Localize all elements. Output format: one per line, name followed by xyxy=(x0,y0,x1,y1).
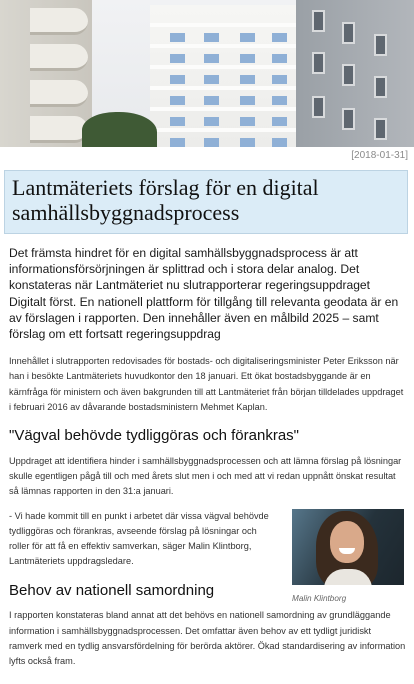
subheading-samordning: Behov av nationell samordning xyxy=(9,582,215,600)
photo-caption: Malin Klintborg xyxy=(292,593,347,603)
hero-building-left xyxy=(0,0,92,147)
hero-building-center xyxy=(150,5,300,147)
paragraph-2: Uppdraget att identifiera hinder i samhällsbyggnadsprocessen och att lämna förslag på lösningar skulle egentligen pågå till och med årets slut men i och med att vi redan uppnått önskat resultat så lämnas rapporten in den 31:a januari. xyxy=(9,456,402,497)
quote-section xyxy=(9,509,406,601)
portrait-photo xyxy=(292,509,404,585)
hero-image xyxy=(0,0,414,147)
hero-trees xyxy=(82,112,157,147)
article-lead: Det främsta hindret för en digital samhällsbyggnadsprocess är att informationsförsörjningen är splittrad och i stora delar analog. Det konstateras när Lantmäteriet nu slutrapporterar regeringsuppdraget Digitalt först. En nationell plattform för tillgång till relevanta geodata är en av förslagen i rapporten. Den innehåller även en målbild 2025 – samt förslag om ett fortsatt regeringsuppdrag xyxy=(9,246,399,342)
photo-figure xyxy=(292,509,404,603)
subheading-vagval: "Vägval behövde tydliggöras och förankras" xyxy=(9,427,299,445)
paragraph-1: Innehållet i slutrapporten redovisades för bostads- och digitaliseringsminister Peter Eriksson när han i besökte Lantmäteriets huvudkontor den 18 januari. Ett ökat bostadsbyggande är en kärnfråga för ministern och även bakgrunden till att Lantmäteriet från början tilldelades uppdraget i februari 2016 av dåvarande bostadsministern Mehmet Kaplan. xyxy=(9,356,404,412)
title-box xyxy=(4,170,408,234)
hero-building-right xyxy=(296,0,414,147)
quote-paragraph: - Vi hade kommit till en punkt i arbetet där vissa vägval behövde tydliggöras och förankras, avseende förslag på lösningar och roller för att få en effektiv samverkan, säger Malin Klintborg, Lantmäteriets uppdragsledare. xyxy=(9,510,269,567)
article-title: Lantmäteriets förslag för en digital samhällsbyggnadsprocess xyxy=(12,175,319,225)
paragraph-3: I rapporten konstateras bland annat att det behövs en nationell samordning av grundläggande information i samhällsbyggnadsprocessen. Det omfattar även behov av ett tydligt juridiskt ramverk med en tydlig ansvarsfördelning för berörda aktörer. Ökad standardisering av information lyfts också fram. xyxy=(9,610,406,667)
publish-date: [2018-01-31] xyxy=(351,150,408,161)
article-body xyxy=(0,245,414,669)
